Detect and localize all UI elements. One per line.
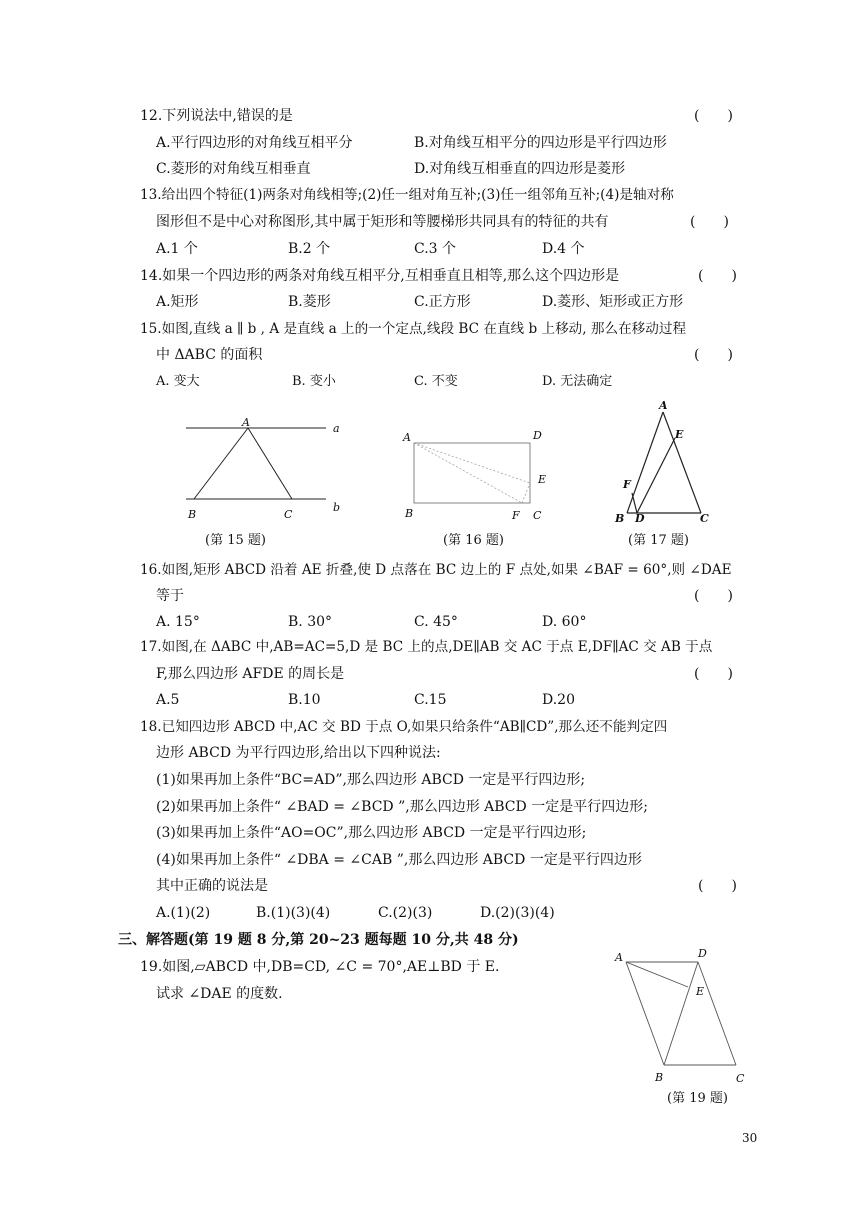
q17-option-a: A.5 <box>156 692 180 708</box>
fig15-label-a-point: A <box>242 416 250 429</box>
fig19-label-e: E <box>696 985 705 998</box>
q16-option-a: A. 15° <box>156 614 200 630</box>
q14-answer-paren: ( ) <box>698 268 737 284</box>
q18-option-d: D.(2)(3)(4) <box>480 905 555 921</box>
q18-line-7: 其中正确的说法是 <box>156 878 268 894</box>
fig19-caption: (第 19 题) <box>667 1091 728 1106</box>
q18-answer-paren: ( ) <box>698 878 737 894</box>
q18-line-1: 18.已知四边形 ABCD 中,AC 交 BD 于点 O,如果只给条件“AB∥CD”,那么还不能判定四 <box>140 719 668 735</box>
q18-statement-1: (1)如果再加上条件“BC=AD”,那么四边形 ABCD 一定是平行四边形; <box>156 772 586 788</box>
fig16-label-f: F <box>512 509 520 522</box>
q13-option-d: D.4 个 <box>542 241 585 257</box>
fig17-label-c: C <box>700 512 709 525</box>
fig19-label-d: D <box>698 947 707 960</box>
q18-option-c: C.(2)(3) <box>378 905 433 921</box>
fig16-caption: (第 16 题) <box>443 533 504 548</box>
q18-statement-3: (3)如果再加上条件“AO=OC”,那么四边形 ABCD 一定是平行四边形; <box>156 825 587 841</box>
fig17-label-f: F <box>623 478 631 491</box>
q13-answer-paren: ( ) <box>690 214 729 230</box>
q16-line-2: 等于 <box>156 588 184 604</box>
q13-option-c: C.3 个 <box>414 241 457 257</box>
q14-option-d: D.菱形、矩形或正方形 <box>542 294 684 310</box>
fig19-label-b: B <box>655 1071 664 1084</box>
fig19-label-a: A <box>615 951 623 964</box>
fig19-label-c: C <box>736 1072 745 1085</box>
fig17-label-e: E <box>675 428 684 441</box>
q12-stem: 12.下列说法中,错误的是 <box>140 108 293 124</box>
q17-option-d: D.20 <box>542 692 575 708</box>
q17-answer-paren: ( ) <box>694 666 733 682</box>
q17-option-b: B.10 <box>288 692 321 708</box>
q17-line-1: 17.如图,在 ΔABC 中,AB=AC=5,D 是 BC 上的点,DE∥AB 交 AC 于点 E,DF∥AC 交 AB 于点 <box>140 639 713 655</box>
q14-option-b: B.菱形 <box>288 294 331 310</box>
fig16-label-d: D <box>533 429 542 442</box>
fig16-label-c: C <box>533 509 542 522</box>
q18-line-2: 边形 ABCD 为平行四边形,给出以下四种说法: <box>156 745 441 761</box>
q15-option-b: B. 变小 <box>292 374 336 389</box>
q16-option-c: C. 45° <box>414 614 458 630</box>
figure-16 <box>398 425 558 525</box>
section-3-heading: 三、解答题(第 19 题 8 分,第 20~23 题每题 10 分,共 48 分) <box>118 932 519 948</box>
q13-option-b: B.2 个 <box>288 241 331 257</box>
q15-line-2: 中 ΔABC 的面积 <box>156 347 263 363</box>
fig15-label-line-a: a <box>333 422 340 435</box>
q16-option-b: B. 30° <box>288 614 333 630</box>
q12-option-d: D.对角线互相垂直的四边形是菱形 <box>414 161 626 177</box>
fig15-label-line-b: b <box>333 501 341 514</box>
fig15-label-c-point: C <box>284 508 293 521</box>
fig15-caption: (第 15 题) <box>205 533 266 548</box>
q12-option-c: C.菱形的对角线互相垂直 <box>156 161 311 177</box>
q14-option-c: C.正方形 <box>414 294 471 310</box>
q12-option-b: B.对角线互相平分的四边形是平行四边形 <box>414 135 667 151</box>
q18-statement-2: (2)如果再加上条件“ ∠BAD = ∠BCD ”,那么四边形 ABCD 一定是平行四边形; <box>156 799 648 815</box>
fig17-label-a: A <box>659 399 668 412</box>
q15-option-d: D. 无法确定 <box>542 374 613 389</box>
q16-answer-paren: ( ) <box>694 588 733 604</box>
q15-line-1: 15.如图,直线 a ∥ b , A 是直线 a 上的一个定点,线段 BC 在直线 b 上移动, 那么在移动过程 <box>140 321 687 337</box>
q18-option-a: A.(1)(2) <box>156 905 211 921</box>
q17-option-c: C.15 <box>414 692 447 708</box>
q15-answer-paren: ( ) <box>694 347 733 363</box>
q17-line-2: F,那么四边形 AFDE 的周长是 <box>156 666 345 682</box>
figure-17 <box>605 398 730 528</box>
q13-line-2: 图形但不是中心对称图形,其中属于矩形和等腰梯形共同具有的特征的共有 <box>156 214 609 230</box>
q13-option-a: A.1 个 <box>156 241 198 257</box>
q13-line-1: 13.给出四个特征(1)两条对角线相等;(2)任一组对角互补;(3)任一组邻角互补;(4)是轴对称 <box>140 187 674 203</box>
fig17-label-b: B <box>615 512 625 525</box>
q18-option-b: B.(1)(3)(4) <box>256 905 331 921</box>
fig16-label-e: E <box>538 473 547 486</box>
q19-line-1: 19.如图,▱ABCD 中,DB=CD, ∠C = 70°,AE⊥BD 于 E. <box>140 959 500 975</box>
q12-answer-paren: ( ) <box>694 108 733 124</box>
fig16-label-b: B <box>405 507 414 520</box>
q19-line-2: 试求 ∠DAE 的度数. <box>156 986 283 1002</box>
figure-19 <box>605 945 760 1085</box>
q14-option-a: A.矩形 <box>156 294 199 310</box>
q18-statement-4: (4)如果再加上条件“ ∠DBA = ∠CAB ”,那么四边形 ABCD 一定是平行四边形 <box>156 852 642 868</box>
figure-15 <box>180 410 350 525</box>
page-number: 30 <box>742 1131 758 1145</box>
q15-option-a: A. 变大 <box>156 374 200 389</box>
q15-option-c: C. 不变 <box>414 374 458 389</box>
fig17-label-d: D <box>635 512 645 525</box>
q12-option-a: A.平行四边形的对角线互相平分 <box>156 135 353 151</box>
q16-option-d: D. 60° <box>542 614 587 630</box>
fig15-label-b-point: B <box>188 508 197 521</box>
q14-stem: 14.如果一个四边形的两条对角线互相平分,互相垂直且相等,那么这个四边形是 <box>140 268 620 284</box>
fig17-caption: (第 17 题) <box>628 533 689 548</box>
fig16-label-a: A <box>403 431 411 444</box>
q16-line-1: 16.如图,矩形 ABCD 沿着 AE 折叠,使 D 点落在 BC 边上的 F 点处,如果 ∠BAF = 60°,则 ∠DAE <box>140 562 732 578</box>
